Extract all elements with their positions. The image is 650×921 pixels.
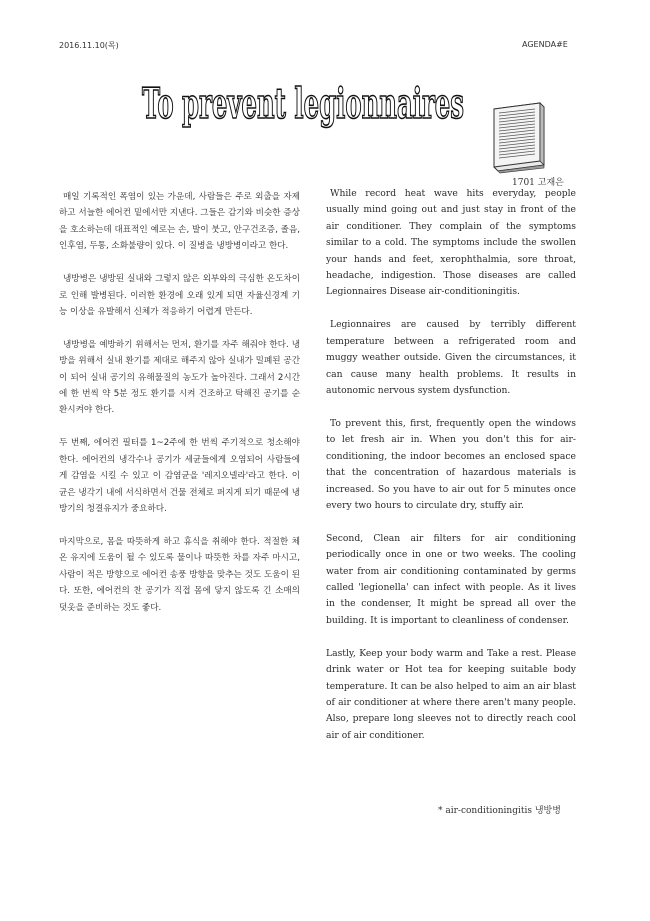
header-agenda: AGENDA#E (522, 40, 568, 49)
korean-paragraph: 냉방병은 냉방된 실내와 그렇지 않은 외부와의 극심한 온도차이로 인해 발병된다. 이러한 환경에 오래 있게 되면 자율신경계 기능 이상을 유발해서 신체가 적응하기 어렵게 만든다. (59, 274, 300, 317)
page-title-text: To prevent legionnaires (142, 79, 464, 128)
english-paragraph: To prevent this, first, frequently open the windows to let fresh air in. When you don't this for air-conditioning, the indoor becomes an enclosed space that the concentration of hazardous materials is increased. So you have to air out for 5 minutes once every two hours to circulate dry, stuffy air. (326, 417, 576, 511)
author-name: 1701 고재은 (512, 178, 564, 188)
air-conditioner-icon (488, 101, 546, 173)
english-paragraph: Lastly, Keep your body warm and Take a rest. Please drink water or Hot tea for keeping suitable body temperature. It can be also helped to aim an air blast of air conditioner at where there aren't many people. Also, prepare long sleeves not to directly reach cool air of air conditioner. (326, 647, 576, 741)
english-paragraph: While record heat wave hits everyday, people usually mind going out and just stay in front of the air conditioner. They complain of the symptoms similar to a cold. The symptoms include the swollen your hands and feet, xerophthalmia, sore throat, headache, indigestion. Those diseases are called Legionnaires Disease air-conditioningitis. (326, 188, 576, 298)
english-paragraph: Second, Clean air filters for air conditioning periodically once in one or two weeks. The cooling water from air conditioning contaminated by germs called 'legionella' can infect with people. As it lives in the condenser, It might be spread all over the building. It is important to cleanliness of condenser. (326, 532, 576, 626)
header-date: 2016.11.10(목) (59, 41, 119, 50)
korean-paragraph: 냉방병을 예방하기 위해서는 먼저, 환기를 자주 해줘야 한다. 냉방을 위해서 실내 환기를 제대로 해주지 않아 실내가 밀폐된 공간이 되어 실내 공기의 유해물질의 농도가 높아진다. 그래서 2시간에 한 번씩 약 5분 정도 환기를 시켜 건조하고 탁해진 공기를 순환시켜야 한다. (59, 339, 300, 416)
english-paragraph: Legionnaires are caused by terribly different temperature between a refrigerated room and muggy weather outside. Given the circumstances, it can cause many health problems. It results in autonomic nervous system dysfunction. (326, 319, 576, 396)
page-title (138, 70, 468, 140)
korean-paragraph: 매일 기록적인 폭염이 있는 가운데, 사람들은 주로 외출을 자제하고 서늘한 에어컨 밑에서만 지낸다. 그들은 감기와 비슷한 증상을 호소하는데 대표적인 예로는 손, 발이 붓고, 안구건조증, 졸음, 인후염, 두통, 소화불량이 있다. 이 질병을 냉방병이라고 한다. (59, 192, 300, 252)
korean-paragraph: 두 번째, 에어컨 필터를 1~2주에 한 번씩 주기적으로 청소해야 한다. 에어컨의 냉각수나 공기가 세균들에게 오염되어 사람들에게 감염을 시킬 수 있고 이 감염균을 '레지오넬라'라고 한다. 이 균은 냉각기 내에 서식하면서 건물 전체로 퍼지게 되기 때문에 냉방기의 청결유지가 중요하다. (59, 438, 300, 514)
korean-article (59, 189, 300, 632)
footnote: * air-conditioningitis 냉방병 (438, 806, 561, 816)
korean-paragraph: 마지막으로, 몸을 따뜻하게 하고 휴식을 취해야 한다. 적절한 체온 유지에 도움이 될 수 있도록 물이나 따뜻한 차를 자주 마시고, 사람이 적은 방향으로 에어컨 송풍 방향을 맞추는 것도 도움이 된다. 또한, 에어컨의 찬 공기가 직접 몸에 닿지 않도록 긴 소매의 덧옷을 준비하는 것도 좋다. (59, 536, 300, 613)
english-article (326, 186, 576, 761)
